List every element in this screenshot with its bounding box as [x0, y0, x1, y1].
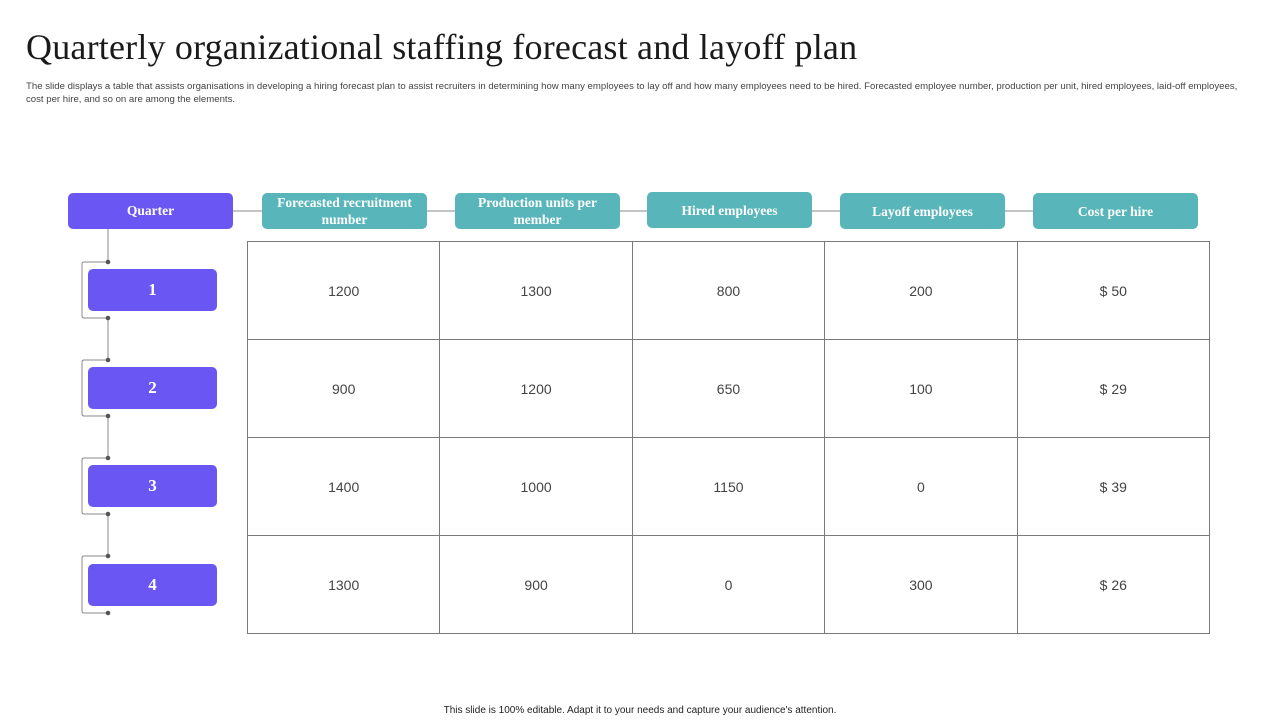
table-cell: $ 50	[1017, 242, 1209, 340]
table-cell: 650	[632, 340, 824, 438]
table-cell: 900	[248, 340, 440, 438]
column-header-production-units: Production units per member	[455, 193, 620, 229]
table-row	[248, 536, 1210, 634]
column-header-layoff-employees: Layoff employees	[840, 193, 1005, 229]
page-description: The slide displays a table that assists organisations in developing a hiring forecast plan to assist recruiters in determining how many employees to lay off and how many employees need to be hired. Forecasted employee number, production per unit, hired employees, laid-off employees, cost per hire, and so on are among the elements.	[26, 81, 1238, 105]
table-cell: 200	[825, 242, 1017, 340]
quarter-label-2: 2	[88, 367, 217, 409]
column-header-forecasted-recruitment: Forecasted recruitment number	[262, 193, 427, 229]
table-cell: 1000	[440, 438, 632, 536]
table-cell: 1200	[248, 242, 440, 340]
footer-note: This slide is 100% editable. Adapt it to your needs and capture your audience's attention.	[443, 705, 837, 716]
table-row	[248, 242, 1210, 340]
table-cell: 1400	[248, 438, 440, 536]
quarter-label-4: 4	[88, 564, 217, 606]
page-title: Quarterly organizational staffing forecast and layoff plan	[26, 27, 858, 67]
column-header-cost-per-hire: Cost per hire	[1033, 193, 1198, 229]
table-cell: 1300	[248, 536, 440, 634]
table-row	[248, 340, 1210, 438]
table-cell: 1200	[440, 340, 632, 438]
table-cell: 300	[825, 536, 1017, 634]
table-cell: 1150	[632, 438, 824, 536]
quarter-header: Quarter	[68, 193, 233, 229]
table-cell: $ 39	[1017, 438, 1209, 536]
table-cell: 0	[825, 438, 1017, 536]
table-cell: 100	[825, 340, 1017, 438]
quarter-label-1: 1	[88, 269, 217, 311]
table-cell: $ 29	[1017, 340, 1209, 438]
table-row	[248, 438, 1210, 536]
column-header-hired-employees: Hired employees	[647, 192, 812, 228]
table-cell: 0	[632, 536, 824, 634]
table-cell: $ 26	[1017, 536, 1209, 634]
table-cell: 800	[632, 242, 824, 340]
table-cell: 900	[440, 536, 632, 634]
staffing-table	[247, 241, 1210, 634]
table-cell: 1300	[440, 242, 632, 340]
quarter-label-3: 3	[88, 465, 217, 507]
